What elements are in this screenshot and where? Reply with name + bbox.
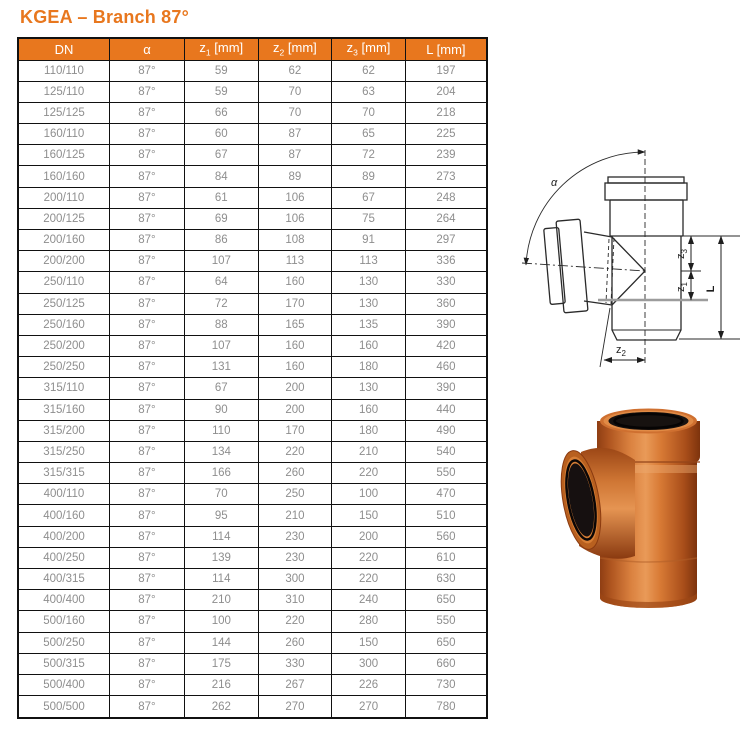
dimension-lines xyxy=(598,236,740,339)
table-cell: 250 xyxy=(258,484,332,505)
table-cell: 87° xyxy=(109,632,184,653)
table-cell: 160 xyxy=(332,399,406,420)
product-photo xyxy=(545,408,705,612)
table-cell: 130 xyxy=(332,378,406,399)
table-cell: 400/110 xyxy=(18,484,109,505)
table-cell: 310 xyxy=(258,590,332,611)
table-cell: 315/110 xyxy=(18,378,109,399)
table-cell: 226 xyxy=(332,674,406,695)
table-cell: 500/315 xyxy=(18,653,109,674)
table-cell: 248 xyxy=(405,187,487,208)
table-cell: 170 xyxy=(258,420,332,441)
table-cell: 315/160 xyxy=(18,399,109,420)
table-cell: 87° xyxy=(109,60,184,81)
table-cell: 114 xyxy=(184,569,258,590)
table-cell: 297 xyxy=(405,230,487,251)
table-row xyxy=(18,251,487,272)
table-row xyxy=(18,590,487,611)
table-cell: 87° xyxy=(109,569,184,590)
column-header: $z_3$ [mm] xyxy=(332,38,406,60)
table-cell: 315/200 xyxy=(18,420,109,441)
table-cell: 510 xyxy=(405,505,487,526)
table-cell: 220 xyxy=(258,611,332,632)
table-cell: 240 xyxy=(332,590,406,611)
table-cell: 70 xyxy=(258,81,332,102)
table-cell: 210 xyxy=(258,505,332,526)
table-cell: 75 xyxy=(332,208,406,229)
table-cell: 180 xyxy=(332,357,406,378)
table-cell: 160 xyxy=(258,335,332,356)
table-cell: 220 xyxy=(332,569,406,590)
table-cell: 330 xyxy=(405,272,487,293)
table-row xyxy=(18,484,487,505)
table-cell: 280 xyxy=(332,611,406,632)
table-cell: 87° xyxy=(109,526,184,547)
table-cell: 650 xyxy=(405,590,487,611)
table-cell: 87° xyxy=(109,102,184,123)
table-cell: 135 xyxy=(332,314,406,335)
table-cell: 400/315 xyxy=(18,569,109,590)
table-cell: 500/250 xyxy=(18,632,109,653)
branch-fitting-drawing xyxy=(494,124,746,386)
table-cell: 87° xyxy=(109,547,184,568)
table-cell: 61 xyxy=(184,187,258,208)
table-cell: 200 xyxy=(258,378,332,399)
table-cell: 87° xyxy=(109,272,184,293)
table-cell: 218 xyxy=(405,102,487,123)
table-cell: 470 xyxy=(405,484,487,505)
table-cell: 87° xyxy=(109,420,184,441)
table-cell: 400/400 xyxy=(18,590,109,611)
table-row xyxy=(18,378,487,399)
table-cell: 540 xyxy=(405,441,487,462)
table-row xyxy=(18,505,487,526)
table-cell: 220 xyxy=(332,463,406,484)
table-cell: 300 xyxy=(332,653,406,674)
table-cell: 72 xyxy=(332,145,406,166)
table-row xyxy=(18,569,487,590)
table-cell: 225 xyxy=(405,124,487,145)
table-cell: 160 xyxy=(332,335,406,356)
table-cell: 336 xyxy=(405,251,487,272)
table-row xyxy=(18,102,487,123)
table-cell: 134 xyxy=(184,441,258,462)
table-cell: 87 xyxy=(258,124,332,145)
table-cell: 200/200 xyxy=(18,251,109,272)
table-cell: 67 xyxy=(184,145,258,166)
table-cell: 210 xyxy=(332,441,406,462)
table-cell: 200 xyxy=(332,526,406,547)
table-cell: 62 xyxy=(332,60,406,81)
column-header: $z_2$ [mm] xyxy=(258,38,332,60)
table-row xyxy=(18,653,487,674)
table-cell: 108 xyxy=(258,230,332,251)
table-cell: 270 xyxy=(332,696,406,718)
table-cell: 70 xyxy=(258,102,332,123)
table-cell: 87° xyxy=(109,611,184,632)
table-cell: 59 xyxy=(184,81,258,102)
table-cell: 89 xyxy=(332,166,406,187)
table-body xyxy=(18,60,487,718)
table-row xyxy=(18,357,487,378)
table-cell: 490 xyxy=(405,420,487,441)
table-cell: 87° xyxy=(109,208,184,229)
dim-label-l: L xyxy=(705,285,717,293)
technical-diagram xyxy=(494,124,746,386)
table-cell: 250/160 xyxy=(18,314,109,335)
table-cell: 87° xyxy=(109,166,184,187)
table-cell: 166 xyxy=(184,463,258,484)
table-cell: 113 xyxy=(332,251,406,272)
table-cell: 175 xyxy=(184,653,258,674)
table-cell: 87° xyxy=(109,357,184,378)
column-header: $z_1$ [mm] xyxy=(184,38,258,60)
table-cell: 315/315 xyxy=(18,463,109,484)
dim-label-z2: $z_2$ xyxy=(616,344,626,358)
column-header: DN xyxy=(18,38,109,60)
table-cell: 400/160 xyxy=(18,505,109,526)
table-cell: 170 xyxy=(258,293,332,314)
table-cell: 200/125 xyxy=(18,208,109,229)
fitting-photo-group xyxy=(555,409,700,609)
table-cell: 200/160 xyxy=(18,230,109,251)
table-cell: 90 xyxy=(184,399,258,420)
table-cell: 69 xyxy=(184,208,258,229)
table-cell: 87° xyxy=(109,463,184,484)
table-cell: 610 xyxy=(405,547,487,568)
table-cell: 550 xyxy=(405,463,487,484)
table-cell: 210 xyxy=(184,590,258,611)
table-cell: 270 xyxy=(258,696,332,718)
table-cell: 220 xyxy=(258,441,332,462)
table-cell: 216 xyxy=(184,674,258,695)
table-cell: 420 xyxy=(405,335,487,356)
table-cell: 165 xyxy=(258,314,332,335)
table-cell: 160/110 xyxy=(18,124,109,145)
table-cell: 88 xyxy=(184,314,258,335)
table-cell: 106 xyxy=(258,208,332,229)
table-row xyxy=(18,293,487,314)
table-cell: 87° xyxy=(109,251,184,272)
table-cell: 250/250 xyxy=(18,357,109,378)
table-cell: 89 xyxy=(258,166,332,187)
table-row xyxy=(18,399,487,420)
table-cell: 87° xyxy=(109,124,184,145)
table-cell: 315/250 xyxy=(18,441,109,462)
table-row xyxy=(18,81,487,102)
table-cell: 91 xyxy=(332,230,406,251)
table-cell: 273 xyxy=(405,166,487,187)
table-cell: 66 xyxy=(184,102,258,123)
table-cell: 65 xyxy=(332,124,406,145)
column-header: α xyxy=(109,38,184,60)
table-row xyxy=(18,526,487,547)
table-cell: 87° xyxy=(109,590,184,611)
table-cell: 560 xyxy=(405,526,487,547)
table-row xyxy=(18,187,487,208)
table-cell: 230 xyxy=(258,526,332,547)
table-cell: 59 xyxy=(184,60,258,81)
table-cell: 62 xyxy=(258,60,332,81)
table-cell: 160 xyxy=(258,272,332,293)
table-cell: 87° xyxy=(109,399,184,420)
table-row xyxy=(18,124,487,145)
table-cell: 100 xyxy=(332,484,406,505)
table-cell: 500/160 xyxy=(18,611,109,632)
table-cell: 500/500 xyxy=(18,696,109,718)
table-cell: 390 xyxy=(405,378,487,399)
table-row xyxy=(18,60,487,81)
table-cell: 250/125 xyxy=(18,293,109,314)
table-cell: 114 xyxy=(184,526,258,547)
table-cell: 87° xyxy=(109,696,184,718)
table-cell: 250/200 xyxy=(18,335,109,356)
table-cell: 100 xyxy=(184,611,258,632)
table-row xyxy=(18,335,487,356)
table-cell: 650 xyxy=(405,632,487,653)
table-cell: 87° xyxy=(109,484,184,505)
table-row xyxy=(18,611,487,632)
table-cell: 125/125 xyxy=(18,102,109,123)
table-cell: 86 xyxy=(184,230,258,251)
table-row xyxy=(18,696,487,718)
table-cell: 125/110 xyxy=(18,81,109,102)
table-cell: 72 xyxy=(184,293,258,314)
table-cell: 64 xyxy=(184,272,258,293)
column-header: L [mm] xyxy=(405,38,487,60)
spec-table xyxy=(17,37,488,719)
table-cell: 87° xyxy=(109,653,184,674)
table-cell: 87° xyxy=(109,145,184,166)
table-cell: 150 xyxy=(332,505,406,526)
table-cell: 150 xyxy=(332,632,406,653)
table-cell: 230 xyxy=(258,547,332,568)
table-cell: 180 xyxy=(332,420,406,441)
table-row xyxy=(18,145,487,166)
branch-fitting-photo xyxy=(545,408,705,612)
table-cell: 200/110 xyxy=(18,187,109,208)
table-cell: 440 xyxy=(405,399,487,420)
table-cell: 107 xyxy=(184,335,258,356)
dimension-z2 xyxy=(600,308,645,367)
table-cell: 550 xyxy=(405,611,487,632)
table-row xyxy=(18,166,487,187)
table-cell: 730 xyxy=(405,674,487,695)
table-cell: 267 xyxy=(258,674,332,695)
spec-table-container xyxy=(17,37,488,719)
table-cell: 63 xyxy=(332,81,406,102)
table-cell: 87° xyxy=(109,674,184,695)
table-cell: 87° xyxy=(109,230,184,251)
table-cell: 330 xyxy=(258,653,332,674)
table-row xyxy=(18,230,487,251)
table-cell: 87° xyxy=(109,441,184,462)
table-cell: 70 xyxy=(332,102,406,123)
table-cell: 130 xyxy=(332,293,406,314)
table-cell: 87° xyxy=(109,293,184,314)
table-cell: 239 xyxy=(405,145,487,166)
table-row xyxy=(18,463,487,484)
table-cell: 160/125 xyxy=(18,145,109,166)
table-cell: 87° xyxy=(109,81,184,102)
table-cell: 139 xyxy=(184,547,258,568)
table-cell: 390 xyxy=(405,314,487,335)
table-cell: 200 xyxy=(258,399,332,420)
dim-label-z3: $z_3$ xyxy=(675,249,689,259)
table-cell: 113 xyxy=(258,251,332,272)
table-cell: 60 xyxy=(184,124,258,145)
table-row xyxy=(18,674,487,695)
table-row xyxy=(18,441,487,462)
table-cell: 260 xyxy=(258,632,332,653)
table-cell: 660 xyxy=(405,653,487,674)
table-header-row xyxy=(18,38,487,60)
table-row xyxy=(18,272,487,293)
table-row xyxy=(18,314,487,335)
table-cell: 107 xyxy=(184,251,258,272)
table-cell: 106 xyxy=(258,187,332,208)
table-cell: 260 xyxy=(258,463,332,484)
table-cell: 780 xyxy=(405,696,487,718)
table-cell: 197 xyxy=(405,60,487,81)
table-cell: 264 xyxy=(405,208,487,229)
table-cell: 67 xyxy=(332,187,406,208)
table-cell: 87° xyxy=(109,187,184,208)
table-cell: 87° xyxy=(109,378,184,399)
table-cell: 87° xyxy=(109,335,184,356)
table-cell: 70 xyxy=(184,484,258,505)
table-cell: 204 xyxy=(405,81,487,102)
table-row xyxy=(18,420,487,441)
angle-arc xyxy=(526,152,645,265)
table-cell: 160/160 xyxy=(18,166,109,187)
table-cell: 144 xyxy=(184,632,258,653)
table-cell: 220 xyxy=(332,547,406,568)
table-cell: 84 xyxy=(184,166,258,187)
table-cell: 95 xyxy=(184,505,258,526)
table-cell: 300 xyxy=(258,569,332,590)
table-row xyxy=(18,547,487,568)
table-cell: 400/250 xyxy=(18,547,109,568)
angle-label: α xyxy=(551,177,558,189)
dim-label-z1: $z_1$ xyxy=(675,282,689,292)
table-cell: 110 xyxy=(184,420,258,441)
table-cell: 130 xyxy=(332,272,406,293)
table-cell: 160 xyxy=(258,357,332,378)
table-cell: 131 xyxy=(184,357,258,378)
table-cell: 250/110 xyxy=(18,272,109,293)
table-cell: 87° xyxy=(109,505,184,526)
table-cell: 360 xyxy=(405,293,487,314)
table-cell: 500/400 xyxy=(18,674,109,695)
table-cell: 67 xyxy=(184,378,258,399)
table-row xyxy=(18,632,487,653)
table-cell: 400/200 xyxy=(18,526,109,547)
table-cell: 630 xyxy=(405,569,487,590)
table-cell: 87° xyxy=(109,314,184,335)
table-row xyxy=(18,208,487,229)
page-title: KGEA – Branch 87° xyxy=(20,7,189,27)
table-cell: 262 xyxy=(184,696,258,718)
table-cell: 87 xyxy=(258,145,332,166)
table-cell: 460 xyxy=(405,357,487,378)
table-cell: 110/110 xyxy=(18,60,109,81)
